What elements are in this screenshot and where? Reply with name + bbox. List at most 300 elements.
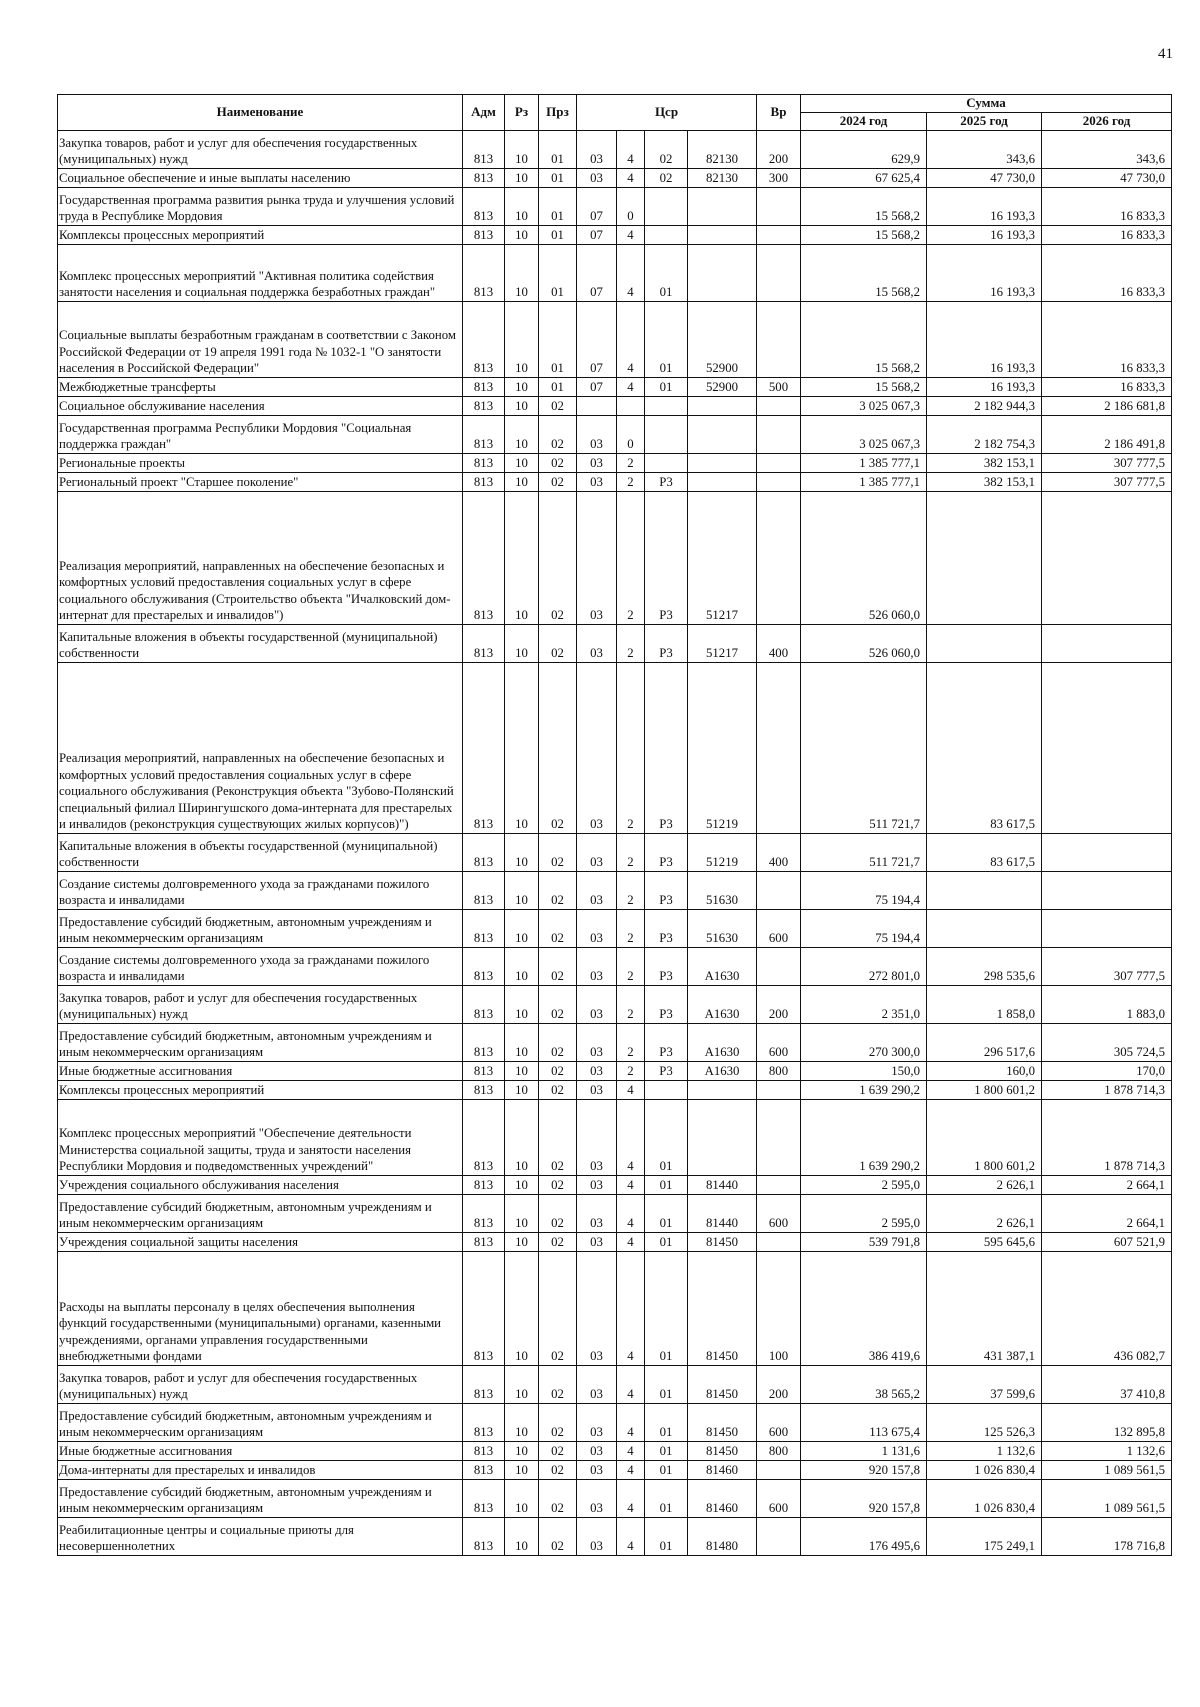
cell-rz: 10	[505, 188, 539, 226]
cell-prz: 01	[539, 169, 577, 188]
table-row	[58, 1366, 1172, 1404]
table-row	[58, 1404, 1172, 1442]
cell-rz: 10	[505, 1195, 539, 1233]
cell-csr-project: Р3	[645, 1024, 688, 1062]
table-row	[58, 1081, 1172, 1100]
table-row	[58, 226, 1172, 245]
cell-adm: 813	[463, 188, 505, 226]
cell-sum-2024: 2 595,0	[801, 1176, 927, 1195]
cell-sum-2026: 607 521,9	[1042, 1233, 1172, 1252]
cell-csr-type: 4	[617, 1081, 645, 1100]
cell-csr-type: 4	[617, 1195, 645, 1233]
header-vr: Вр	[757, 95, 801, 131]
row-name: Межбюджетные трансферты	[58, 378, 463, 397]
cell-adm: 813	[463, 378, 505, 397]
cell-csr-type: 4	[617, 1442, 645, 1461]
table-row	[58, 1195, 1172, 1233]
cell-sum-2025: 1 026 830,4	[927, 1480, 1042, 1518]
cell-csr-direction: 52900	[688, 378, 757, 397]
cell-sum-2025: 296 517,6	[927, 1024, 1042, 1062]
cell-sum-2025: 47 730,0	[927, 169, 1042, 188]
cell-sum-2026: 1 878 714,3	[1042, 1100, 1172, 1176]
cell-csr-project	[645, 416, 688, 454]
cell-csr-program: 03	[577, 1461, 617, 1480]
table-row	[58, 1518, 1172, 1556]
cell-csr-type: 4	[617, 131, 645, 169]
cell-sum-2024: 113 675,4	[801, 1404, 927, 1442]
cell-adm: 813	[463, 872, 505, 910]
row-name: Социальные выплаты безработным гражданам в соответствии с Законом Российской Федерации от 19 апреля 1991 года № 1032-1 "О занятости населения в Российской Федерации"	[58, 302, 463, 378]
cell-csr-type: 2	[617, 663, 645, 834]
cell-csr-direction: 81480	[688, 1518, 757, 1556]
cell-prz: 02	[539, 1176, 577, 1195]
cell-vr	[757, 492, 801, 625]
cell-sum-2026: 16 833,3	[1042, 226, 1172, 245]
cell-vr	[757, 948, 801, 986]
row-name: Иные бюджетные ассигнования	[58, 1062, 463, 1081]
cell-adm: 813	[463, 1081, 505, 1100]
cell-sum-2025	[927, 872, 1042, 910]
cell-csr-direction: 51217	[688, 492, 757, 625]
cell-sum-2024: 1 639 290,2	[801, 1100, 927, 1176]
cell-prz: 02	[539, 1461, 577, 1480]
table-header	[58, 95, 1172, 131]
row-name: Предоставление субсидий бюджетным, автономным учреждениям и иным некоммерческим организациям	[58, 1480, 463, 1518]
table-row	[58, 188, 1172, 226]
cell-adm: 813	[463, 169, 505, 188]
cell-csr-project: 01	[645, 1176, 688, 1195]
cell-adm: 813	[463, 1176, 505, 1195]
cell-sum-2025: 16 193,3	[927, 188, 1042, 226]
cell-vr	[757, 1100, 801, 1176]
cell-rz: 10	[505, 1081, 539, 1100]
cell-adm: 813	[463, 1366, 505, 1404]
cell-rz: 10	[505, 1252, 539, 1366]
cell-rz: 10	[505, 625, 539, 663]
cell-csr-type: 2	[617, 492, 645, 625]
cell-adm: 813	[463, 1062, 505, 1081]
cell-sum-2024: 1 131,6	[801, 1442, 927, 1461]
cell-vr: 200	[757, 986, 801, 1024]
cell-prz: 02	[539, 1081, 577, 1100]
cell-adm: 813	[463, 416, 505, 454]
cell-csr-project: 01	[645, 1461, 688, 1480]
cell-sum-2026: 16 833,3	[1042, 245, 1172, 302]
cell-csr-type: 4	[617, 1233, 645, 1252]
cell-csr-program: 03	[577, 1518, 617, 1556]
cell-prz: 02	[539, 625, 577, 663]
cell-csr-project: Р3	[645, 834, 688, 872]
cell-csr-direction: А1630	[688, 1024, 757, 1062]
cell-sum-2025: 16 193,3	[927, 378, 1042, 397]
cell-vr	[757, 416, 801, 454]
cell-csr-program: 03	[577, 1233, 617, 1252]
cell-rz: 10	[505, 454, 539, 473]
header-csr: Цср	[577, 95, 757, 131]
cell-csr-direction: 81450	[688, 1252, 757, 1366]
cell-adm: 813	[463, 302, 505, 378]
cell-prz: 02	[539, 397, 577, 416]
cell-rz: 10	[505, 1366, 539, 1404]
cell-prz: 02	[539, 986, 577, 1024]
table-row	[58, 625, 1172, 663]
cell-csr-program: 03	[577, 1176, 617, 1195]
cell-sum-2025: 1 858,0	[927, 986, 1042, 1024]
cell-csr-type: 2	[617, 473, 645, 492]
table-row	[58, 1442, 1172, 1461]
cell-sum-2024: 2 351,0	[801, 986, 927, 1024]
cell-csr-direction	[688, 397, 757, 416]
header-year-2026: 2026 год	[1042, 113, 1172, 131]
cell-vr	[757, 473, 801, 492]
cell-sum-2026: 307 777,5	[1042, 948, 1172, 986]
cell-adm: 813	[463, 1024, 505, 1062]
row-name: Капитальные вложения в объекты государственной (муниципальной) собственности	[58, 834, 463, 872]
cell-csr-project: Р3	[645, 872, 688, 910]
cell-rz: 10	[505, 302, 539, 378]
cell-sum-2024: 3 025 067,3	[801, 397, 927, 416]
cell-csr-direction: 51219	[688, 663, 757, 834]
cell-csr-program: 07	[577, 245, 617, 302]
page-number: 41	[1158, 46, 1173, 62]
cell-vr	[757, 302, 801, 378]
cell-sum-2025: 1 026 830,4	[927, 1461, 1042, 1480]
cell-csr-program: 07	[577, 226, 617, 245]
cell-csr-project: Р3	[645, 986, 688, 1024]
cell-sum-2026: 2 664,1	[1042, 1195, 1172, 1233]
cell-sum-2025: 37 599,6	[927, 1366, 1042, 1404]
table-row	[58, 1100, 1172, 1176]
table-row	[58, 986, 1172, 1024]
cell-sum-2026: 305 724,5	[1042, 1024, 1172, 1062]
cell-rz: 10	[505, 1062, 539, 1081]
cell-sum-2026: 2 186 681,8	[1042, 397, 1172, 416]
cell-sum-2025: 83 617,5	[927, 663, 1042, 834]
cell-sum-2025: 343,6	[927, 131, 1042, 169]
cell-csr-program: 07	[577, 302, 617, 378]
cell-csr-type: 4	[617, 1461, 645, 1480]
cell-csr-direction	[688, 1081, 757, 1100]
cell-vr: 600	[757, 1024, 801, 1062]
cell-vr: 600	[757, 1195, 801, 1233]
cell-rz: 10	[505, 397, 539, 416]
cell-sum-2024: 15 568,2	[801, 245, 927, 302]
cell-prz: 02	[539, 663, 577, 834]
cell-prz: 02	[539, 492, 577, 625]
cell-sum-2024: 272 801,0	[801, 948, 927, 986]
cell-sum-2026: 1 132,6	[1042, 1442, 1172, 1461]
cell-csr-type: 0	[617, 188, 645, 226]
cell-csr-project: Р3	[645, 473, 688, 492]
cell-sum-2024: 1 385 777,1	[801, 473, 927, 492]
cell-csr-type	[617, 397, 645, 416]
cell-csr-direction: 81440	[688, 1195, 757, 1233]
cell-sum-2026	[1042, 492, 1172, 625]
cell-csr-direction: 81450	[688, 1366, 757, 1404]
cell-sum-2025	[927, 625, 1042, 663]
cell-prz: 01	[539, 131, 577, 169]
budget-table	[57, 94, 1172, 1556]
cell-sum-2026: 307 777,5	[1042, 454, 1172, 473]
cell-adm: 813	[463, 625, 505, 663]
cell-sum-2024: 3 025 067,3	[801, 416, 927, 454]
cell-sum-2026: 16 833,3	[1042, 302, 1172, 378]
cell-prz: 02	[539, 948, 577, 986]
cell-csr-type: 4	[617, 226, 645, 245]
cell-adm: 813	[463, 986, 505, 1024]
row-name: Реабилитационные центры и социальные приюты для несовершеннолетних	[58, 1518, 463, 1556]
cell-prz: 02	[539, 1024, 577, 1062]
table-row	[58, 872, 1172, 910]
cell-prz: 01	[539, 378, 577, 397]
cell-csr-direction: А1630	[688, 948, 757, 986]
cell-adm: 813	[463, 1461, 505, 1480]
cell-adm: 813	[463, 397, 505, 416]
cell-csr-project: 01	[645, 1480, 688, 1518]
cell-sum-2025: 1 800 601,2	[927, 1081, 1042, 1100]
cell-vr	[757, 1461, 801, 1480]
cell-csr-type: 4	[617, 245, 645, 302]
cell-csr-direction	[688, 473, 757, 492]
cell-prz: 01	[539, 245, 577, 302]
cell-vr: 800	[757, 1062, 801, 1081]
cell-sum-2026	[1042, 625, 1172, 663]
cell-vr	[757, 663, 801, 834]
cell-rz: 10	[505, 1480, 539, 1518]
cell-rz: 10	[505, 1518, 539, 1556]
cell-vr	[757, 1176, 801, 1195]
cell-csr-type: 2	[617, 986, 645, 1024]
table-row	[58, 397, 1172, 416]
cell-sum-2026: 178 716,8	[1042, 1518, 1172, 1556]
cell-csr-program: 03	[577, 663, 617, 834]
cell-adm: 813	[463, 1252, 505, 1366]
cell-sum-2026: 2 186 491,8	[1042, 416, 1172, 454]
cell-csr-project	[645, 1081, 688, 1100]
cell-sum-2024: 176 495,6	[801, 1518, 927, 1556]
cell-csr-type: 4	[617, 378, 645, 397]
cell-csr-program: 03	[577, 473, 617, 492]
cell-csr-project: Р3	[645, 625, 688, 663]
cell-sum-2024: 920 157,8	[801, 1480, 927, 1518]
header-name: Наименование	[58, 95, 463, 131]
cell-sum-2024: 526 060,0	[801, 492, 927, 625]
cell-prz: 02	[539, 1518, 577, 1556]
cell-sum-2024: 539 791,8	[801, 1233, 927, 1252]
cell-csr-direction: 51219	[688, 834, 757, 872]
cell-rz: 10	[505, 834, 539, 872]
cell-sum-2025: 2 626,1	[927, 1176, 1042, 1195]
cell-csr-project	[645, 397, 688, 416]
cell-rz: 10	[505, 169, 539, 188]
cell-csr-project: 02	[645, 169, 688, 188]
table-body	[58, 131, 1172, 1556]
cell-sum-2024: 67 625,4	[801, 169, 927, 188]
cell-vr: 300	[757, 169, 801, 188]
cell-adm: 813	[463, 948, 505, 986]
row-name: Иные бюджетные ассигнования	[58, 1442, 463, 1461]
cell-csr-program: 03	[577, 1480, 617, 1518]
cell-rz: 10	[505, 1024, 539, 1062]
cell-adm: 813	[463, 834, 505, 872]
cell-sum-2025: 16 193,3	[927, 226, 1042, 245]
header-sum: Сумма	[801, 95, 1172, 113]
cell-csr-program	[577, 397, 617, 416]
cell-sum-2024: 15 568,2	[801, 378, 927, 397]
row-name: Учреждения социальной защиты населения	[58, 1233, 463, 1252]
cell-rz: 10	[505, 986, 539, 1024]
cell-vr: 800	[757, 1442, 801, 1461]
cell-prz: 02	[539, 1062, 577, 1081]
cell-rz: 10	[505, 1100, 539, 1176]
cell-csr-direction	[688, 188, 757, 226]
cell-prz: 02	[539, 1442, 577, 1461]
cell-prz: 02	[539, 1195, 577, 1233]
cell-csr-project: 01	[645, 378, 688, 397]
cell-sum-2026	[1042, 910, 1172, 948]
cell-csr-direction: 51630	[688, 872, 757, 910]
cell-csr-type: 4	[617, 1176, 645, 1195]
table-row	[58, 1480, 1172, 1518]
cell-sum-2026	[1042, 834, 1172, 872]
row-name: Создание системы долговременного ухода за гражданами пожилого возраста и инвалидами	[58, 948, 463, 986]
cell-rz: 10	[505, 663, 539, 834]
row-name: Капитальные вложения в объекты государственной (муниципальной) собственности	[58, 625, 463, 663]
table-row	[58, 131, 1172, 169]
cell-rz: 10	[505, 910, 539, 948]
cell-rz: 10	[505, 1233, 539, 1252]
cell-sum-2025: 125 526,3	[927, 1404, 1042, 1442]
cell-sum-2026: 1 883,0	[1042, 986, 1172, 1024]
cell-csr-project	[645, 226, 688, 245]
cell-prz: 02	[539, 872, 577, 910]
cell-csr-type: 2	[617, 872, 645, 910]
cell-adm: 813	[463, 1518, 505, 1556]
cell-csr-project: 01	[645, 1100, 688, 1176]
cell-prz: 02	[539, 1100, 577, 1176]
cell-sum-2025: 16 193,3	[927, 245, 1042, 302]
cell-sum-2026: 343,6	[1042, 131, 1172, 169]
row-name: Региональный проект "Старшее поколение"	[58, 473, 463, 492]
cell-csr-program: 03	[577, 1081, 617, 1100]
cell-csr-type: 4	[617, 1404, 645, 1442]
cell-sum-2025: 175 249,1	[927, 1518, 1042, 1556]
cell-vr: 100	[757, 1252, 801, 1366]
cell-csr-type: 2	[617, 625, 645, 663]
cell-adm: 813	[463, 454, 505, 473]
row-name: Региональные проекты	[58, 454, 463, 473]
row-name: Предоставление субсидий бюджетным, автономным учреждениям и иным некоммерческим организациям	[58, 910, 463, 948]
cell-csr-program: 07	[577, 188, 617, 226]
cell-csr-direction	[688, 1100, 757, 1176]
cell-csr-type: 2	[617, 1024, 645, 1062]
cell-sum-2026	[1042, 872, 1172, 910]
cell-sum-2026: 16 833,3	[1042, 378, 1172, 397]
row-name: Социальное обслуживание населения	[58, 397, 463, 416]
cell-sum-2025: 1 132,6	[927, 1442, 1042, 1461]
cell-sum-2024: 511 721,7	[801, 663, 927, 834]
table-row	[58, 663, 1172, 834]
header-adm: Адм	[463, 95, 505, 131]
row-name: Комплекс процессных мероприятий "Активная политика содействия занятости населения и социальная поддержка безработных граждан"	[58, 245, 463, 302]
cell-prz: 02	[539, 1366, 577, 1404]
row-name: Создание системы долговременного ухода за гражданами пожилого возраста и инвалидами	[58, 872, 463, 910]
table-row	[58, 1252, 1172, 1366]
cell-csr-type: 2	[617, 948, 645, 986]
cell-adm: 813	[463, 492, 505, 625]
cell-csr-direction: 81460	[688, 1461, 757, 1480]
cell-rz: 10	[505, 416, 539, 454]
cell-csr-type: 2	[617, 454, 645, 473]
cell-csr-direction: А1630	[688, 986, 757, 1024]
row-name: Реализация мероприятий, направленных на обеспечение безопасных и комфортных условий предоставления социальных услуг в сфере социального обслуживания (Реконструкция объекта "Зубово-Полянский специальный филиал Ширингушского дома-интерната для престарелых и инвалидов (реконструкция существующих жилых корпусов)")	[58, 663, 463, 834]
cell-csr-project: Р3	[645, 910, 688, 948]
cell-vr	[757, 1081, 801, 1100]
cell-sum-2025: 382 153,1	[927, 473, 1042, 492]
row-name: Учреждения социального обслуживания населения	[58, 1176, 463, 1195]
cell-vr	[757, 872, 801, 910]
cell-adm: 813	[463, 226, 505, 245]
cell-vr: 200	[757, 131, 801, 169]
cell-sum-2024: 15 568,2	[801, 226, 927, 245]
cell-csr-direction: 81450	[688, 1404, 757, 1442]
cell-csr-program: 03	[577, 872, 617, 910]
table-row	[58, 378, 1172, 397]
cell-sum-2025: 2 626,1	[927, 1195, 1042, 1233]
cell-csr-direction: 81440	[688, 1176, 757, 1195]
cell-sum-2024: 15 568,2	[801, 302, 927, 378]
cell-csr-program: 03	[577, 492, 617, 625]
cell-csr-direction: А1630	[688, 1062, 757, 1081]
cell-csr-program: 03	[577, 1366, 617, 1404]
cell-csr-direction: 81450	[688, 1442, 757, 1461]
cell-sum-2025: 382 153,1	[927, 454, 1042, 473]
cell-rz: 10	[505, 378, 539, 397]
header-year-2024: 2024 год	[801, 113, 927, 131]
cell-csr-direction: 51630	[688, 910, 757, 948]
cell-prz: 01	[539, 302, 577, 378]
cell-rz: 10	[505, 473, 539, 492]
row-name: Расходы на выплаты персоналу в целях обеспечения выполнения функций государственными (муниципальными) органами, казенными учреждениями, органами управления государственными внебюджетными фондами	[58, 1252, 463, 1366]
table-row	[58, 1176, 1172, 1195]
cell-csr-direction: 52900	[688, 302, 757, 378]
cell-sum-2024: 920 157,8	[801, 1461, 927, 1480]
cell-csr-program: 03	[577, 1062, 617, 1081]
cell-sum-2026: 307 777,5	[1042, 473, 1172, 492]
table-row	[58, 834, 1172, 872]
row-name: Комплексы процессных мероприятий	[58, 226, 463, 245]
cell-csr-direction	[688, 416, 757, 454]
cell-prz: 02	[539, 454, 577, 473]
row-name: Социальное обеспечение и иные выплаты населению	[58, 169, 463, 188]
row-name: Закупка товаров, работ и услуг для обеспечения государственных (муниципальных) нужд	[58, 986, 463, 1024]
cell-csr-direction: 81450	[688, 1233, 757, 1252]
cell-rz: 10	[505, 131, 539, 169]
cell-sum-2024: 15 568,2	[801, 188, 927, 226]
cell-vr: 400	[757, 834, 801, 872]
cell-csr-type: 4	[617, 1480, 645, 1518]
cell-csr-type: 4	[617, 1366, 645, 1404]
table-row	[58, 245, 1172, 302]
cell-vr: 500	[757, 378, 801, 397]
table-row	[58, 1062, 1172, 1081]
cell-csr-program: 03	[577, 1252, 617, 1366]
cell-rz: 10	[505, 948, 539, 986]
cell-sum-2026: 37 410,8	[1042, 1366, 1172, 1404]
cell-csr-project: 01	[645, 1233, 688, 1252]
table-row	[58, 454, 1172, 473]
cell-csr-direction: 82130	[688, 169, 757, 188]
